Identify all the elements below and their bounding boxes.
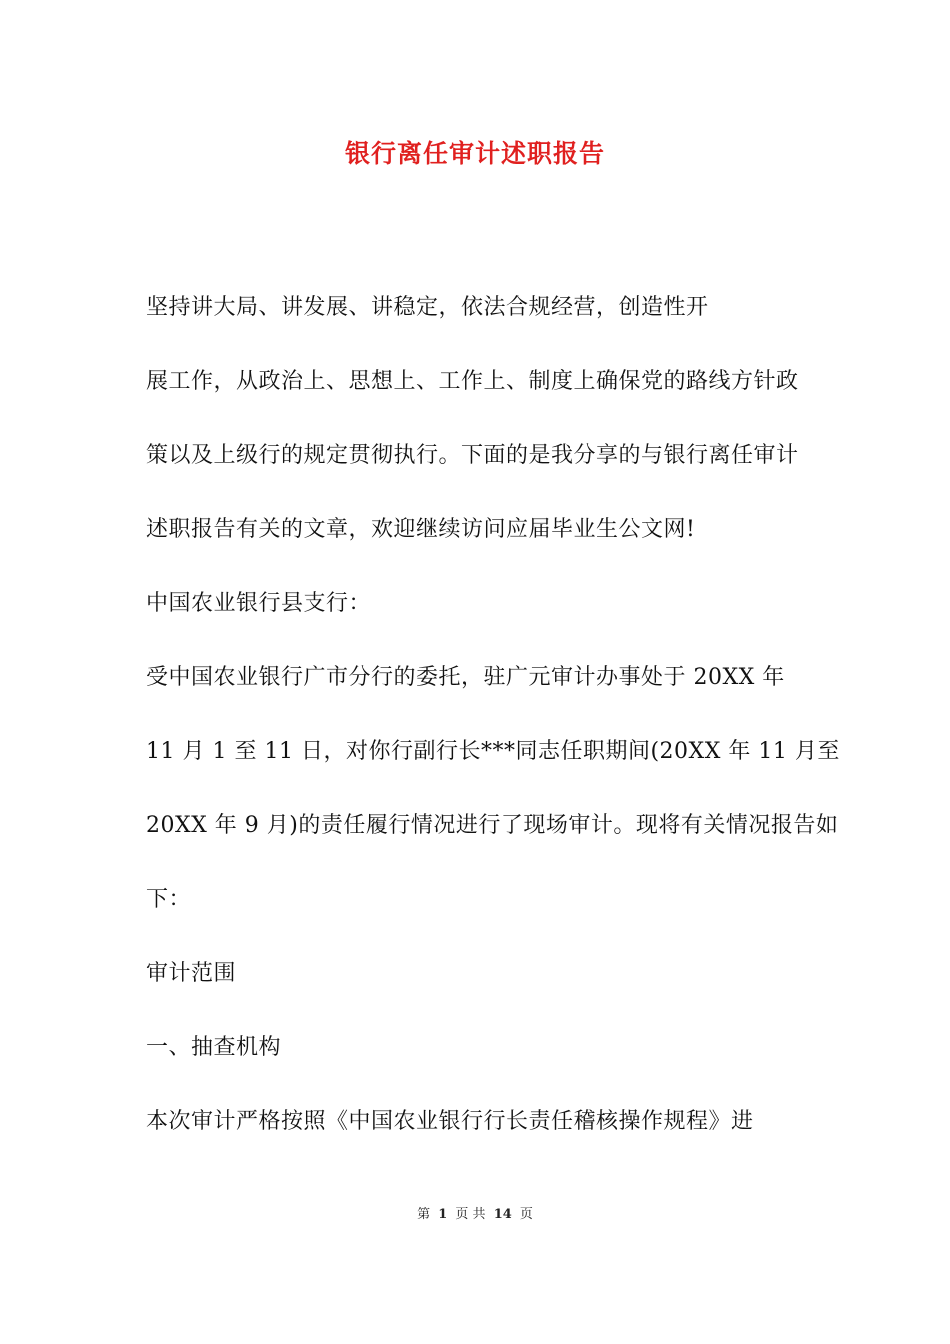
section-heading: 审计范围 [146, 961, 237, 986]
paragraph-line: 受中国农业银行广市分行的委托，驻广元审计办事处于 20XX 年 [146, 665, 785, 690]
subsection-heading: 一、抽查机构 [146, 1035, 282, 1060]
footer-page-number: 1 [438, 1207, 448, 1222]
paragraph-line: 展工作，从政治上、思想上、工作上、制度上确保党的路线方针政 [146, 369, 799, 394]
footer-prefix: 第 [417, 1207, 431, 1222]
page-footer [0, 1205, 950, 1225]
paragraph-line: 坚持讲大局、讲发展、讲稳定，依法合规经营，创造性开 [146, 295, 709, 320]
paragraph-line: 本次审计严格按照《中国农业银行行长责任稽核操作规程》进 [146, 1109, 754, 1134]
footer-suffix: 页 [519, 1207, 533, 1222]
paragraph-line: 述职报告有关的文章，欢迎继续访问应届毕业生公文网! [146, 517, 696, 542]
paragraph-line: 11 月 1 至 11 日，对你行副行长***同志任职期间(20XX 年 11 月至 [146, 739, 840, 764]
document-title: 银行离任审计述职报告 [344, 139, 605, 168]
footer-middle: 页 共 [455, 1207, 486, 1222]
paragraph-line: 中国农业银行县支行： [146, 591, 372, 616]
paragraph-line: 策以及上级行的规定贯彻执行。下面的是我分享的与银行离任审计 [146, 443, 799, 468]
document-body [146, 271, 840, 1159]
footer-total-pages: 14 [493, 1207, 512, 1222]
paragraph-line: 20XX 年 9 月)的责任履行情况进行了现场审计。现将有关情况报告如 [146, 813, 839, 838]
paragraph-line: 下： [146, 887, 192, 912]
